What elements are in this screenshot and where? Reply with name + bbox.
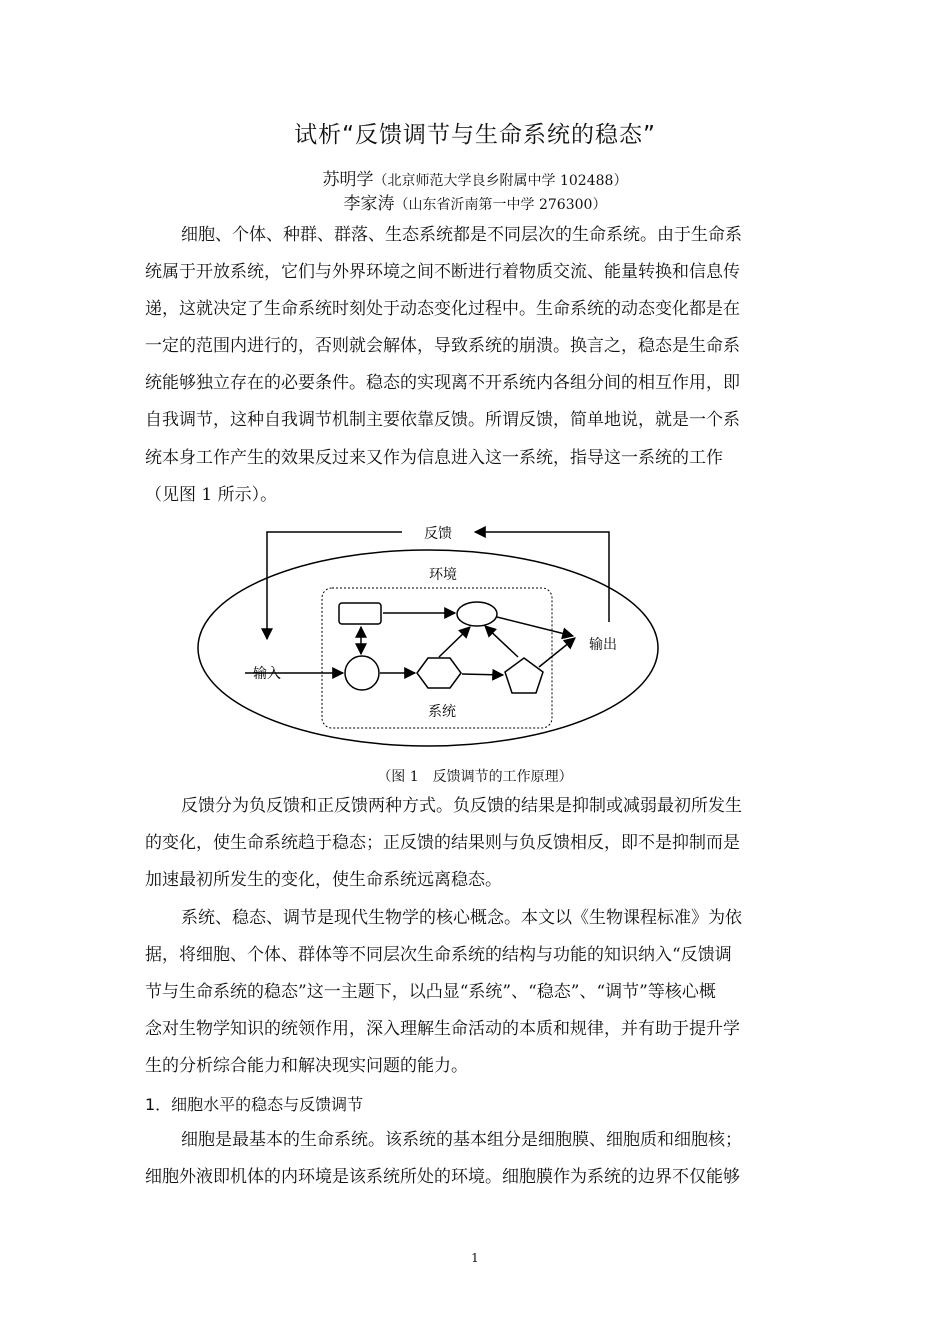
- author-affiliation: （山东省沂南第一中学 276300）: [394, 197, 607, 213]
- page-number: 1: [471, 1251, 479, 1265]
- paragraph-line: 统能够独立存在的必要条件。稳态的实现离不开系统内各组分间的相互作用，即: [145, 373, 740, 394]
- feedback-label: 反馈: [424, 526, 452, 542]
- paragraph-line: 的变化，使生命系统趋于稳态；正反馈的结果则与负反馈相反，即不是抑制而是: [145, 833, 740, 854]
- paragraph-line: 细胞外液即机体的内环境是该系统所处的环境。细胞膜作为系统的边界不仅能够: [145, 1167, 740, 1188]
- concepts-paragraph: [145, 900, 808, 1085]
- hexagon-to-ellipse-arrow: [439, 627, 470, 657]
- hexagon-to-pentagon-arrow: [462, 674, 503, 675]
- paragraph-line: 反馈分为负反馈和正反馈两种方式。负反馈的结果是抑制或减弱最初所发生: [181, 796, 742, 816]
- circle-component: [345, 656, 379, 690]
- paragraph-line: 递，这就决定了生命系统时刻处于动态变化过程中。生命系统的动态变化都是在: [145, 299, 740, 320]
- paragraph-line: 生的分析综合能力和解决现实问题的能力。: [145, 1056, 468, 1077]
- section-1-paragraph: [145, 1122, 808, 1196]
- feedback-types-paragraph: [145, 788, 808, 899]
- section-heading: 1．细胞水平的稳态与反馈调节: [145, 1095, 364, 1114]
- feedback-diagram-svg: [195, 516, 665, 750]
- ellipse-to-output-arrow: [497, 617, 573, 636]
- pentagon-component: [505, 658, 543, 693]
- pentagon-to-output-arrow: [539, 638, 575, 667]
- input-label: 输入: [253, 666, 281, 682]
- environment-label: 环境: [429, 567, 457, 583]
- output-label: 输出: [589, 637, 617, 653]
- paragraph-line: 细胞、个体、种群、群落、生态系统都是不同层次的生命系统。由于生命系: [181, 225, 742, 245]
- hexagon-component: [417, 658, 461, 688]
- feedback-diagram: [195, 516, 665, 750]
- author-affiliation: （北京师范大学良乡附属中学 102488）: [373, 173, 628, 189]
- paragraph-line: 系统、稳态、调节是现代生物学的核心概念。本文以《生物课程标准》为依: [181, 908, 742, 928]
- author-2: [0, 189, 950, 214]
- intro-paragraph: [145, 217, 808, 514]
- pentagon-to-ellipse-arrow: [485, 626, 518, 657]
- ellipse-component: [457, 602, 497, 626]
- author-name: 苏明学: [322, 170, 374, 190]
- paragraph-line: 统本身工作产生的效果反过来又作为信息进入这一系统，指导这一系统的工作: [145, 447, 723, 468]
- paragraph-line: 一定的范围内进行的，否则就会解体，导致系统的崩溃。换言之，稳态是生命系: [145, 336, 740, 357]
- paragraph-line: 据，将细胞、个体、群体等不同层次生命系统的结构与功能的知识纳入“反馈调: [145, 945, 732, 966]
- paragraph-line: 统属于开放系统，它们与外界环境之间不断进行着物质交流、能量转换和信息传: [145, 262, 740, 283]
- rectangle-component: [339, 603, 381, 624]
- article-title: 试析“反馈调节与生命系统的稳态”: [294, 122, 656, 148]
- paragraph-line: 节与生命系统的稳态”这一主题下，以凸显“系统”、“稳态”、“调节”等核心概: [145, 982, 716, 1003]
- paragraph-line: （见图 1 所示）。: [145, 484, 278, 505]
- system-label: 系统: [428, 704, 456, 720]
- author-name: 李家涛: [343, 194, 395, 214]
- author-1: [0, 165, 950, 190]
- paragraph-line: 细胞是最基本的生命系统。该系统的基本组分是细胞膜、细胞质和细胞核；: [181, 1130, 742, 1150]
- paragraph-line: 加速最初所发生的变化，使生命系统远离稳态。: [145, 870, 502, 891]
- figure-caption: （图 1 反馈调节的工作原理）: [377, 769, 573, 785]
- paragraph-line: 自我调节，这种自我调节机制主要依靠反馈。所谓反馈，简单地说，就是一个系: [145, 410, 740, 431]
- feedback-arrow-left: [267, 532, 402, 639]
- paragraph-line: 念对生物学知识的统领作用，深入理解生命活动的本质和规律，并有助于提升学: [145, 1019, 740, 1040]
